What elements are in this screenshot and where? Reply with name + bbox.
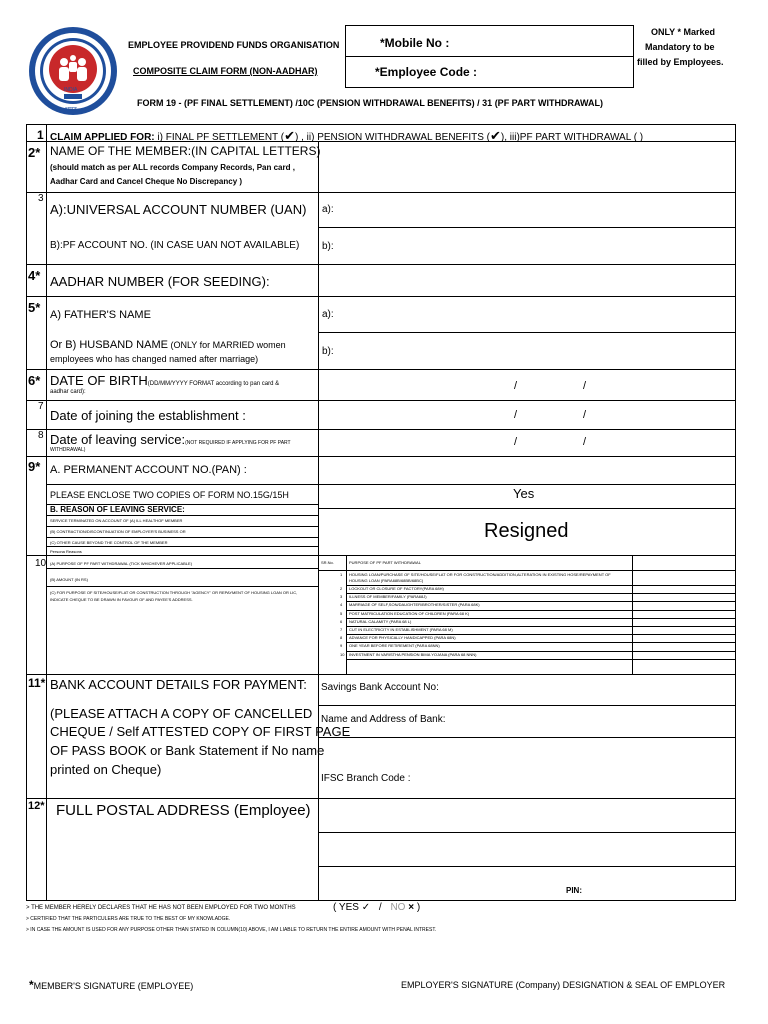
member-signature-star: * (29, 978, 34, 992)
epfo-logo (26, 24, 120, 118)
purpose-row-tick-cell[interactable] (633, 618, 735, 626)
employee-code-label: *Employee Code : (375, 65, 478, 79)
uan-input[interactable] (340, 198, 730, 222)
pan-input[interactable] (322, 460, 732, 480)
purpose-head-text: PURPOSE OF PF PART WITHDRAWAL (349, 560, 421, 565)
purpose-row-text: INVESTMENT IN VARISTHA PENSION BIMA YOJANA (PARA 68 NNN) (349, 651, 477, 657)
address-line-2[interactable] (322, 836, 732, 862)
reason-4: Persona Reasons (50, 549, 82, 554)
dob-month-input[interactable] (525, 376, 577, 396)
row-10-number: 10 (35, 558, 47, 569)
employer-signature-label: EMPLOYER'S SIGNATURE (Company) DESIGNATION & SEAL OF EMPLOYER (401, 980, 726, 990)
row-3-label-b: B):PF ACCOUNT NO. (IN CASE UAN NOT AVAILABLE) (50, 240, 300, 251)
purpose-row-tick-cell[interactable] (633, 642, 735, 650)
row-9-number: 9* (28, 459, 41, 474)
row-5-number: 5* (28, 300, 41, 315)
pin-label: PIN: (566, 886, 582, 895)
purpose-row-text: ADVANCE FOR PHYSICALLY HANDICAPPED (PARA 68N) (349, 635, 456, 641)
logo-bottom-text: भारत (65, 107, 77, 113)
declaration-1: > THE MEMBER HERELY DECLARES THAT HE HAS NOT BEEN EMPLOYED FOR TWO MONTHS (26, 905, 296, 911)
form-title: COMPOSITE CLAIM FORM (NON-AADHAR) (133, 66, 318, 76)
pin-input[interactable] (590, 870, 730, 896)
purpose-row-tick-cell[interactable] (633, 651, 735, 659)
bank-name-address-label: Name and Address of Bank: (321, 714, 446, 725)
row-1-number: 1 (37, 128, 44, 142)
mobile-label: *Mobile No : (380, 36, 450, 50)
check-final-settlement-icon[interactable]: ✔ (284, 128, 295, 143)
row-3-field-a: a): (322, 204, 334, 215)
form15-label: PLEASE ENCLOSE TWO COPIES OF FORM NO.15G/15H (50, 490, 289, 500)
dob-label: DATE OF BIRTH (50, 373, 148, 388)
purpose-row-text: ONE YEAR BEFORE RETIREMENT (PARA 68NN) (349, 643, 440, 649)
dob-note-2: aadhar card): (50, 389, 86, 395)
savings-account-label: Savings Bank Account No: (321, 682, 439, 693)
purpose-row-tick-cell[interactable] (633, 577, 735, 585)
bank-note-4: printed on Cheque) (50, 762, 162, 777)
purpose-row-number: 9 (340, 643, 343, 649)
row-3-label-a: A):UNIVERSAL ACCOUNT NUMBER (UAN) (50, 202, 307, 217)
row-1-text1: i) FINAL PF SETTLEMENT ( (154, 132, 285, 143)
purpose-row-text: POST MATRICULATION EDUCATION OF CHILDREN (PARA 68 K) (349, 610, 470, 616)
decl-yes-check-icon[interactable]: ✓ (361, 902, 371, 913)
row-1-text3: ), iii)PF PART WITHDRAWAL ( ) (500, 132, 644, 143)
purpose-head-no: SR.No. (321, 560, 334, 565)
row-12-number: 12* (28, 800, 45, 812)
row-7-number: 7 (38, 401, 44, 412)
check-pension-icon[interactable]: ✔ (490, 128, 501, 143)
epfo-logo-icon (26, 24, 120, 118)
dol-month-input[interactable] (525, 432, 577, 452)
reason-3: (C) OTHER CAUSE BEYOND THE CONTROL OF THE MEMBER (50, 540, 168, 545)
purpose-row-text: HOUSING LOAN (PARA68B/68BB/68BC) (349, 578, 424, 583)
dol-sep-1: / (514, 436, 518, 448)
purpose-row-text: ILLNESS OF MEMBER/FAMILY (PARA68J) (349, 594, 427, 600)
member-signature (29, 978, 193, 992)
doj-sep-1: / (514, 409, 518, 421)
row-4-label: AADHAR NUMBER (FOR SEEDING): (50, 274, 270, 289)
row-10-left-c: (C) FOR PURPOSE OF SITE/HOUSE/FLAT OR CONSTRUCTION THROUGH "AGENCY" OR REPAYMENT OF HOUSING LOAN OR LIC, (50, 590, 298, 595)
purpose-row-number: 8 (340, 635, 343, 641)
dol-sep-2: / (583, 436, 587, 448)
bank-note-2: CHEQUE / Self ATTESTED COPY OF FIRST PAGE (50, 724, 351, 739)
row-2-note-1: (should match as per ALL records Company Records, Pan card , (50, 163, 295, 172)
row-1-claim (50, 128, 643, 144)
row-1-label: CLAIM APPLIED FOR: (50, 132, 155, 143)
ifsc-label: IFSC Branch Code : (321, 773, 411, 784)
doj-sep-2: / (583, 409, 587, 421)
husband-name-label: Or B) HUSBAND NAME (50, 339, 168, 351)
decl-close: ) (416, 902, 421, 913)
row-1-text2: ) , ii) PENSION WITHDRAWAL BENEFITS ( (295, 132, 491, 143)
address-label-2: (Employee) (229, 802, 311, 819)
pf-account-input[interactable] (340, 235, 730, 259)
row-11-number: 11* (28, 676, 46, 690)
purpose-row-text: NATURAL CALAMITY (PARA 68 L) (349, 618, 412, 624)
row-8-label-line (50, 431, 291, 449)
bank-note-1: (PLEASE ATTACH A COPY OF CANCELLED (50, 706, 313, 721)
reason-value[interactable]: Resigned (484, 520, 569, 542)
reason-1: SERVICE TERMINATED ON ACCOUNT OF (A) ILL HEALTHOF MEMBER (50, 518, 183, 523)
dob-day-input[interactable] (460, 376, 508, 396)
row-2-label: NAME OF THE MEMBER:(IN CAPITAL LETTERS) (50, 144, 321, 158)
row-3-field-b: b): (322, 241, 334, 252)
dol-note-2: WITHDRAWAL) (50, 447, 86, 453)
row-7-label: Date of joining the establishment : (50, 408, 246, 423)
row-10-left-b: (B) AMOUNT (IN RS) (50, 577, 88, 582)
decl-slash: / (378, 902, 382, 913)
ifsc-input[interactable] (420, 742, 732, 794)
dol-year-input[interactable] (595, 432, 655, 452)
bank-label: BANK ACCOUNT DETAILS FOR PAYMENT: (50, 677, 307, 692)
husband-name-note: (ONLY for MARRIED women (167, 340, 286, 350)
doj-day-input[interactable] (460, 405, 508, 425)
savings-account-input[interactable] (450, 678, 732, 700)
purpose-row-text: HOUSING LOAN/PURCHASE OF SITE/HOUSE/FLAT OR FOR CONSTRUCTION/ADDITION,ALTERATION IN EXISTING HOSE/REPAYMENT OF (349, 572, 611, 577)
reason-2: (B) CONTRACTION/DISCONTINUATION OF EMPLOYER'S BUSINESS OR (50, 529, 186, 534)
row-6-number: 6* (28, 373, 41, 388)
doj-year-input[interactable] (595, 405, 655, 425)
row-4-number: 4* (28, 268, 41, 283)
row-8-number: 8 (38, 430, 44, 441)
purpose-row-tick-cell[interactable] (633, 585, 735, 593)
row-2-note-2: Aadhar Card and Cancel Cheque No Discrepancy ) (50, 177, 243, 186)
purpose-row-tick-cell[interactable] (633, 601, 735, 609)
row-6-label-line (50, 372, 279, 390)
bank-name-address-input[interactable] (450, 709, 732, 733)
decl-no-label: NO (390, 902, 406, 913)
row-2-number: 2* (28, 145, 41, 160)
reason-title: B. REASON OF LEAVING SERVICE: (50, 505, 185, 514)
declaration-2: > CERTIFIED THAT THE PARTICULERS ARE TRUE TO THE BEST OF MY KNOWLADGE. (26, 916, 231, 922)
mobile-input[interactable] (470, 30, 625, 52)
row-5-label-b (50, 339, 286, 351)
purpose-row-text: LOCKOUT OR CLOSURE OF FACTORY(PARA 68H) (349, 586, 444, 591)
doj-month-input[interactable] (525, 405, 577, 425)
dol-day-input[interactable] (460, 432, 508, 452)
row-5-label-a: A) FATHER'S NAME (50, 309, 151, 321)
purpose-row-tick-cell[interactable] (633, 626, 735, 634)
form-subtitle: FORM 19 - (PF FINAL SETTLEMENT) /10C (PENSION WITHDRAWAL BENEFITS) / 31 (PF PART WITHDRAWAL) (137, 98, 604, 108)
address-label-line (56, 802, 311, 819)
employee-code-input[interactable] (485, 60, 625, 82)
purpose-row-number: 3 (340, 594, 343, 600)
row-5-label-b-note-2: employees who has changed named after marriage) (50, 354, 259, 364)
purpose-row-number: 10 (340, 651, 345, 657)
row-5-field-a: a): (322, 309, 334, 320)
row-3-number: 3 (38, 193, 44, 204)
row-10-left-a: (A) PURPOSE OF PF PART WITHDRAWAL (TICK WHICHEVER APPLICABLE) (50, 561, 193, 566)
bank-note-3: OF PASS BOOK or Bank Statement if No name (50, 743, 325, 758)
purpose-row-number: 4 (340, 602, 343, 608)
purpose-row-number: 2 (340, 586, 343, 591)
purpose-row-number: 7 (340, 627, 343, 632)
form15-value[interactable]: Yes (513, 486, 535, 501)
purpose-row-number: 1 (340, 572, 343, 577)
mandatory-note-3: filled by Employees. (637, 57, 724, 67)
dob-sep-1: / (514, 380, 518, 392)
dob-year-input[interactable] (595, 376, 655, 396)
dob-note: (DD/MM/YYYY FORMAT according to pan card & (147, 381, 280, 387)
declaration-yes-no (333, 902, 420, 913)
purpose-row-text: MARRIAGE OF SELF,SON/DAUGHTER/BROTHER/SISTER (PARA 68K) (349, 602, 480, 608)
purpose-row-tick-cell[interactable] (633, 610, 735, 618)
address-label: FULL POSTAL ADDRESS (56, 802, 230, 819)
decl-yes-label: ( YES (333, 902, 359, 913)
org-name: EMPLOYEE PROVIDEND FUNDS ORGANISATION (128, 40, 340, 50)
row-9-pan-label: A. PERMANENT ACCOUNT NO.(PAN) : (50, 464, 247, 476)
decl-no-cross-icon[interactable]: × (408, 902, 415, 913)
dol-label: Date of leaving service: (50, 432, 186, 447)
dob-sep-2: / (583, 380, 587, 392)
logo-country-text: INDIA (64, 87, 78, 93)
purpose-row-text: CUT IN ELECTRICITY IN ESTABLISHMENT (PARA 68 M) (349, 627, 453, 632)
aadhar-input[interactable] (322, 270, 732, 292)
row-10-left-d: INDICATE CHEQUE TO BE DRAWN IN FAVOUR OF AND PAYEE'S ADDRESS. (50, 597, 193, 602)
mandatory-note-1: ONLY * Marked (651, 27, 716, 37)
member-signature-label: MEMBER'S SIGNATURE (EMPLOYEE) (33, 981, 194, 991)
row-5-field-b: b): (322, 346, 334, 357)
purpose-row-number: 5 (340, 610, 343, 616)
member-name-input[interactable] (322, 146, 732, 188)
dol-note: (NOT REQUIRED IF APPLYING FOR PF PART (185, 440, 291, 446)
mandatory-note-2: Mandatory to be (645, 42, 715, 52)
declaration-3: > IN CASE THE AMOUNT IS USED FOR ANY PURPOSE OTHER THAN STATED IN COLUMN(10) ABOVE, I AM LIABLE TO RETURN THE ENTIRE AMOUNT WITH PENAL INTREST. (26, 927, 437, 933)
father-name-input[interactable] (340, 302, 730, 326)
purpose-row-number: 6 (340, 618, 343, 624)
address-line-1[interactable] (322, 802, 732, 828)
husband-name-input[interactable] (340, 338, 730, 364)
